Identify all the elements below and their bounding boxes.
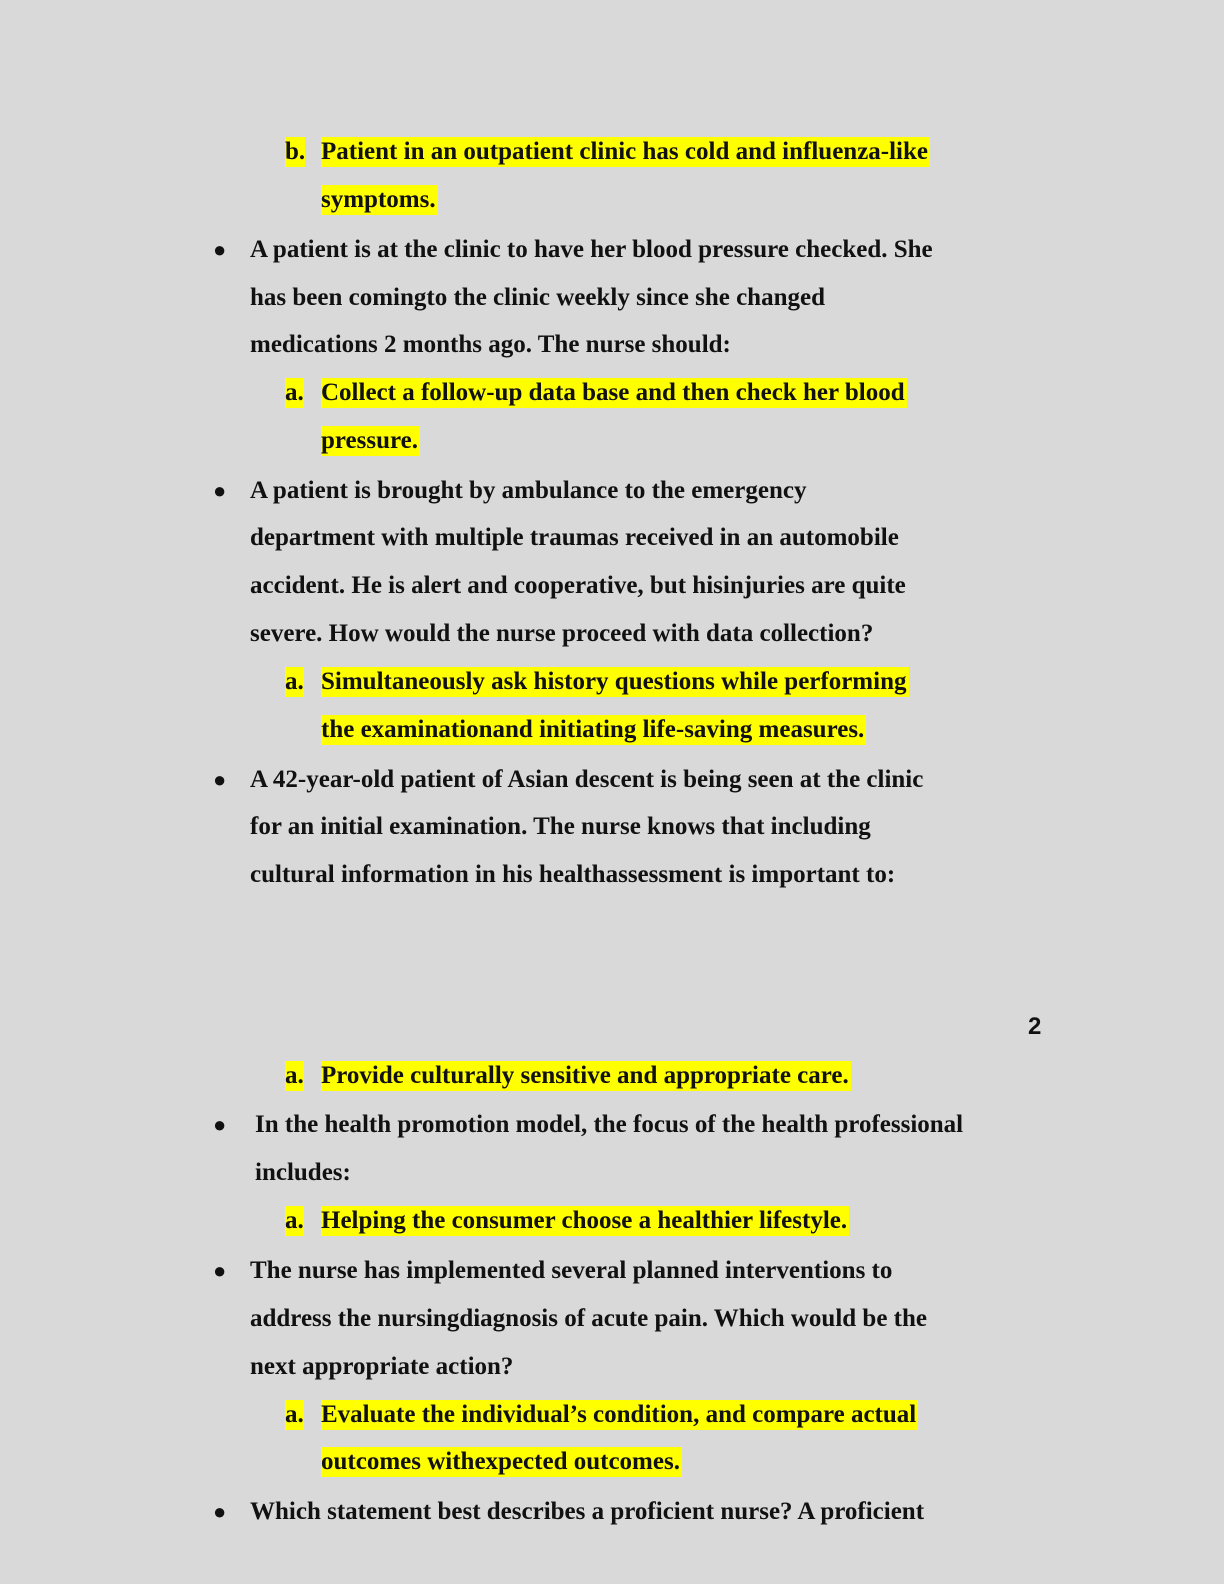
- question-line: A patient is brought by ambulance to the emergency: [250, 477, 807, 504]
- answer-letter: a.: [285, 379, 304, 406]
- answer-line: Collect a follow-up data base and then check her blood: [321, 379, 905, 406]
- question-line: The nurse has implemented several planned interventions to: [250, 1257, 893, 1284]
- answer-letter: b.: [285, 138, 306, 165]
- question-line: Which statement best describes a proficient nurse? A proficient: [250, 1498, 925, 1525]
- question-line: severe. How would the nurse proceed with data collection?: [250, 620, 874, 647]
- answer-letter: a.: [285, 1062, 304, 1089]
- bullet-icon: ●: [213, 478, 227, 503]
- question-line: includes:: [255, 1159, 351, 1186]
- bullet-icon: ●: [213, 1499, 227, 1524]
- answer-line: the examinationand initiating life-saving measures.: [321, 716, 865, 743]
- answer-line: pressure.: [321, 427, 418, 454]
- page-number: 2: [1028, 1013, 1042, 1040]
- answer-letter: a.: [285, 1401, 304, 1428]
- answer-line: outcomes withexpected outcomes.: [321, 1448, 680, 1475]
- question-line: next appropriate action?: [250, 1353, 514, 1380]
- answer-line: symptoms.: [321, 186, 436, 213]
- answer-line: Provide culturally sensitive and appropriate care.: [321, 1062, 849, 1089]
- answer-line: Simultaneously ask history questions while performing: [321, 668, 907, 695]
- answer-line: Helping the consumer choose a healthier lifestyle.: [321, 1207, 848, 1234]
- answer-line: Patient in an outpatient clinic has cold and influenza-like: [321, 138, 929, 165]
- answer-line: Evaluate the individual’s condition, and compare actual: [321, 1401, 917, 1428]
- question-line: for an initial examination. The nurse knows that including: [250, 813, 871, 840]
- question-line: accident. He is alert and cooperative, but hisinjuries are quite: [250, 572, 906, 599]
- answer-letter: a.: [285, 1207, 304, 1234]
- question-line: In the health promotion model, the focus of the health professional: [255, 1111, 964, 1138]
- question-line: A 42-year-old patient of Asian descent is being seen at the clinic: [250, 766, 924, 793]
- bullet-icon: ●: [213, 237, 227, 262]
- question-line: medications 2 months ago. The nurse should:: [250, 331, 731, 358]
- answer-letter: a.: [285, 668, 304, 695]
- bullet-icon: ●: [213, 1258, 227, 1283]
- question-line: cultural information in his healthassessment is important to:: [250, 861, 896, 888]
- bullet-icon: ●: [213, 767, 227, 792]
- bullet-icon: ●: [213, 1112, 227, 1137]
- question-line: address the nursingdiagnosis of acute pain. Which would be the: [250, 1305, 928, 1332]
- question-line: department with multiple traumas received in an automobile: [250, 524, 899, 551]
- question-line: A patient is at the clinic to have her blood pressure checked. She: [250, 236, 933, 263]
- question-line: has been comingto the clinic weekly since she changed: [250, 284, 825, 311]
